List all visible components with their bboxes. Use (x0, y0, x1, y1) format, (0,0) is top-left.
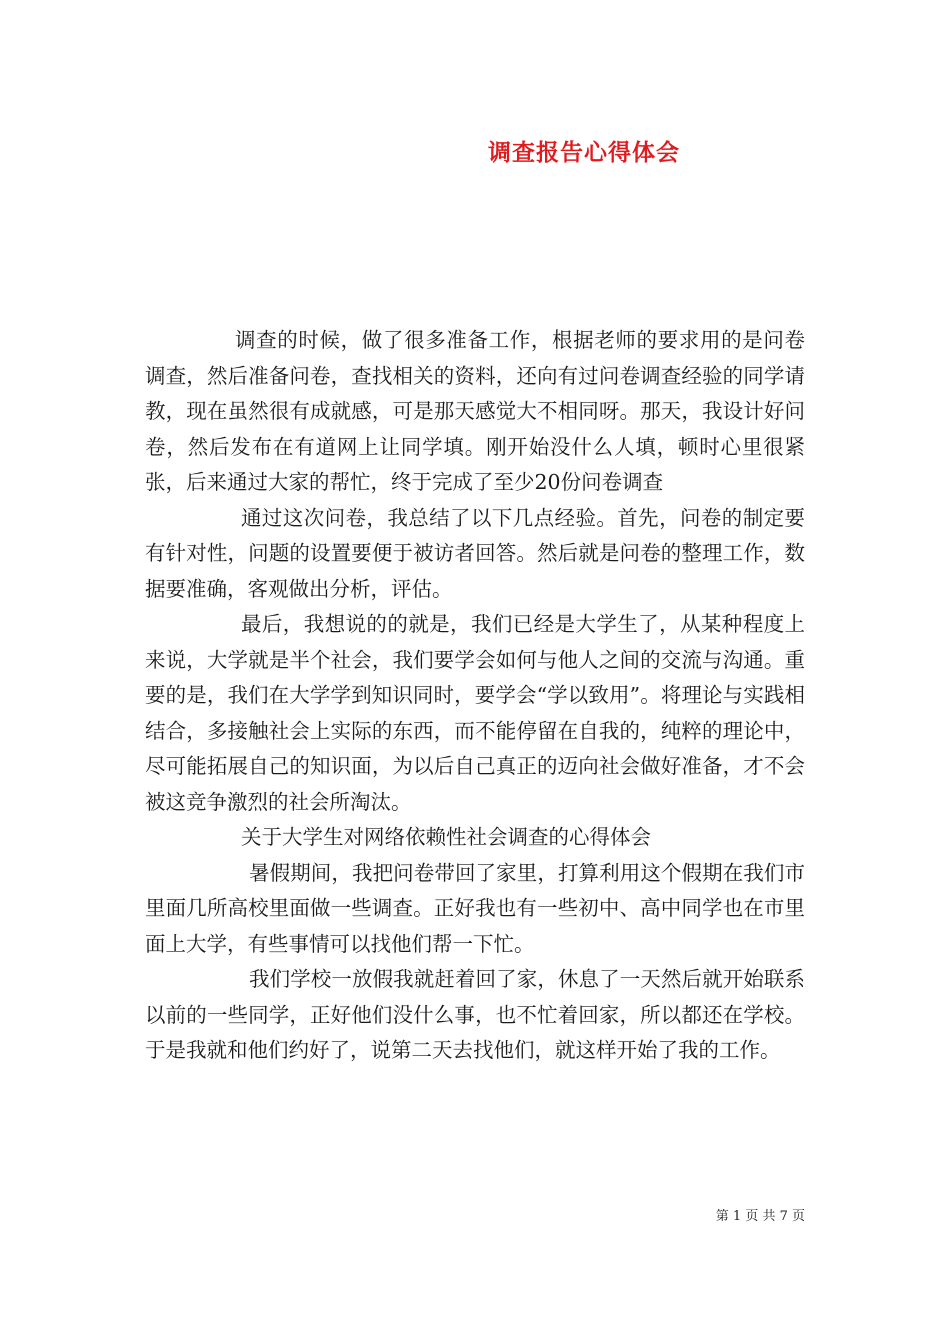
document-body (145, 323, 805, 1069)
section-heading: 关于大学生对网络依赖性社会调查的心得体会 (241, 825, 651, 849)
paragraph-2: 通过这次问卷，我总结了以下几点经验。首先，问卷的制定要有针对性，问题的设置要便于被访者回答。然后就是问卷的整理工作，数据要准确，客观做出分析，评估。 (145, 505, 805, 601)
paragraph-4: 暑假期间，我把问卷带回了家里，打算利用这个假期在我们市里面几所高校里面做一些调查。正好我也有一些初中、高中同学也在市里面上大学，有些事情可以找他们帮一下忙。 (145, 860, 805, 956)
document-title: 调查报告心得体会 (488, 139, 680, 166)
paragraph-3: 最后，我想说的的就是，我们已经是大学生了，从某种程度上来说，大学就是半个社会，我们要学会如何与他人之间的交流与沟通。重要的是，我们在大学学到知识同时，要学会“学以致用”。将理论与实践相结合，多接触社会上实际的东西，而不能停留在自我的，纯粹的理论中，尽可能拓展自己的知识面，为以后自己真正的迈向社会做好准备，才不会被这竞争激烈的社会所淘汰。 (145, 612, 805, 814)
page-number: 第 1 页 共 7 页 (715, 1209, 805, 1224)
paragraph-5: 我们学校一放假我就赶着回了家，休息了一天然后就开始联系以前的一些同学，正好他们没什么事，也不忙着回家，所以都还在学校。于是我就和他们约好了，说第二天去找他们，就这样开始了我的工作。 (145, 967, 805, 1062)
paragraph-1: 调查的时候，做了很多准备工作，根据老师的要求用的是问卷调查，然后准备问卷，查找相关的资料，还向有过问卷调查经验的同学请教，现在虽然很有成就感，可是那天感觉大不相同呀。那天，我设计好问卷，然后发布在有道网上让同学填。刚开始没什么人填，顿时心里很紧张，后来通过大家的帮忙，终于完成了至少20份问卷调查 (145, 328, 805, 494)
